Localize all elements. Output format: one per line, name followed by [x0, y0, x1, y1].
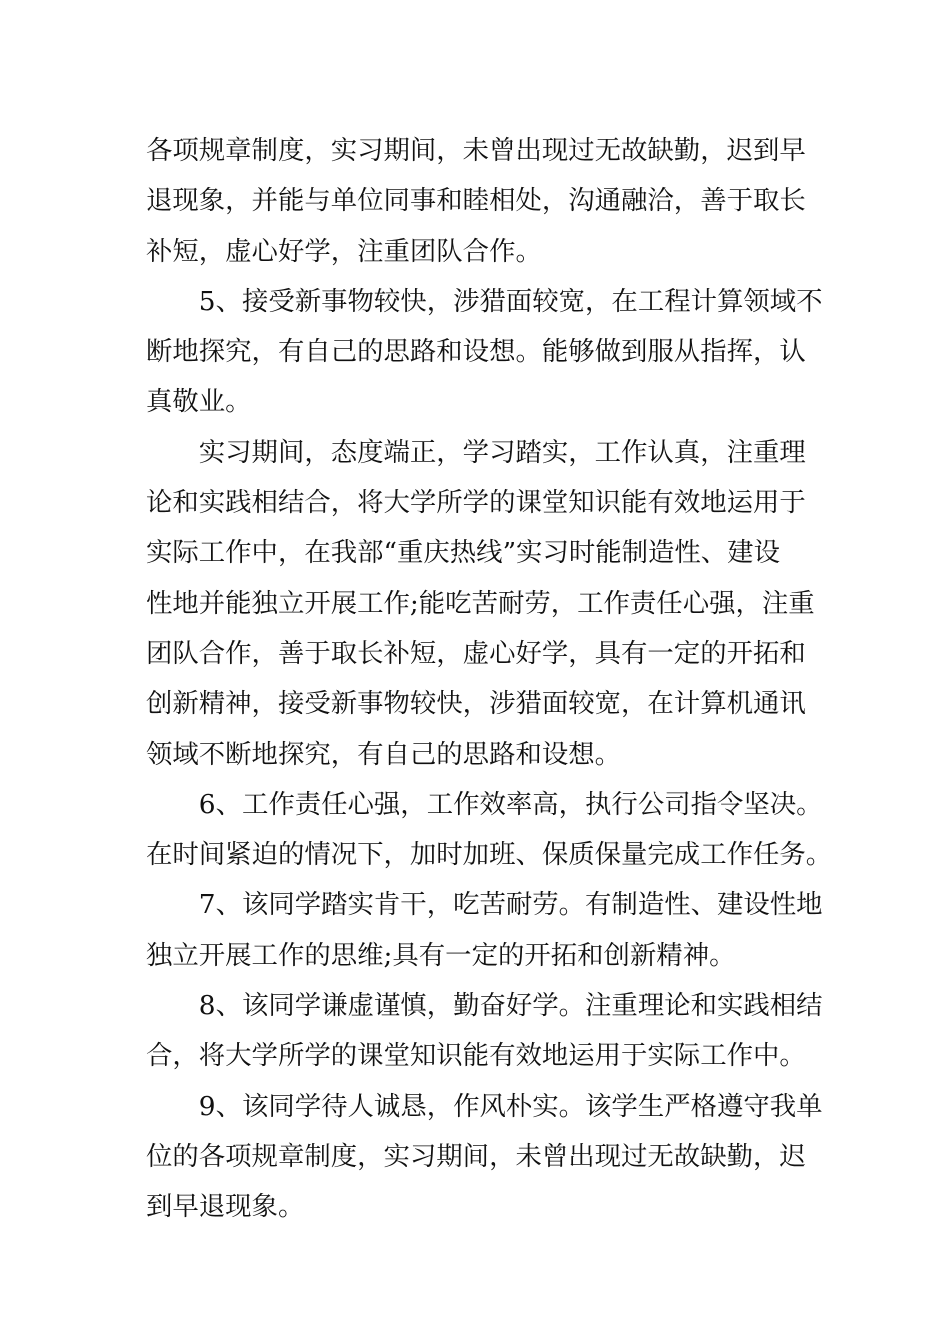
text-line: 各项规章制度，实习期间，未曾出现过无故缺勤，迟到早 [146, 135, 806, 166]
document-body [146, 126, 833, 1233]
paragraph-item-9 [146, 1082, 823, 1233]
text-line: 补短，虚心好学，注重团队合作。 [146, 235, 542, 267]
text-line: 独立开展工作的思维;具有一定的开拓和创新精神。 [146, 939, 736, 971]
text-line: 位的各项规章制度，实习期间，未曾出现过无故缺勤，迟 [146, 1140, 806, 1172]
paragraph-item-7 [146, 880, 823, 981]
text-line: 到早退现象。 [146, 1191, 305, 1223]
text-line: 6、工作责任心强，工作效率高，执行公司指令坚决。 [146, 788, 823, 820]
text-line: 7、该同学踏实肯干，吃苦耐劳。有制造性、建设性地 [146, 889, 823, 921]
text-line: 领域不断地探究，有自己的思路和设想。 [146, 738, 622, 770]
text-line: 实际工作中，在我部“重庆热线”实习时能制造性、建设 [146, 537, 780, 569]
text-line: 团队合作，善于取长补短，虚心好学，具有一定的开拓和 [146, 637, 806, 669]
paragraph-item-6 [146, 780, 833, 881]
text-line: 创新精神，接受新事物较快，涉猎面较宽，在计算机通讯 [146, 688, 806, 720]
text-line: 性地并能独立开展工作;能吃苦耐劳，工作责任心强，注重 [146, 587, 815, 619]
text-line: 真敬业。 [146, 386, 252, 418]
text-line: 论和实践相结合，将大学所学的课堂知识能有效地运用于 [146, 487, 806, 519]
text-line: 断地探究，有自己的思路和设想。能够做到服从指挥，认 [146, 336, 806, 368]
text-line: 8、该同学谦虚谨慎，勤奋好学。注重理论和实践相结 [146, 990, 823, 1022]
text-line: 实习期间，态度端正，学习踏实，工作认真，注重理 [146, 436, 806, 468]
text-line: 9、该同学待人诚恳，作风朴实。该学生严格遵守我单 [146, 1090, 823, 1122]
text-line: 合，将大学所学的课堂知识能有效地运用于实际工作中。 [146, 1040, 806, 1072]
paragraph-item-5 [146, 277, 823, 428]
paragraph-continuation [146, 126, 811, 277]
paragraph-item-8 [146, 981, 823, 1082]
paragraph-internship-summary [146, 428, 815, 780]
text-line: 5、接受新事物较快，涉猎面较宽，在工程计算领域不 [146, 285, 823, 317]
text-line: 退现象，并能与单位同事和睦相处，沟通融洽，善于取长 [146, 185, 806, 217]
text-line: 在时间紧迫的情况下，加时加班、保质保量完成工作任务。 [146, 839, 833, 871]
